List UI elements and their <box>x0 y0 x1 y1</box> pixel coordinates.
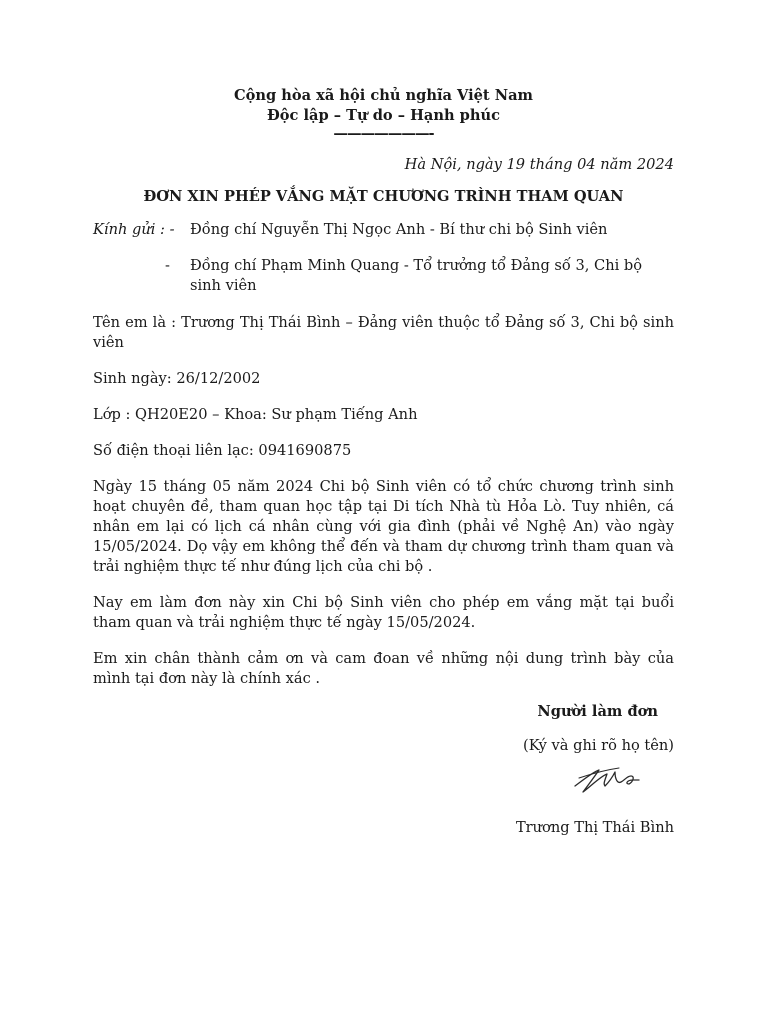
intro-line: Tên em là : Trương Thị Thái Bình – Đảng viên thuộc tổ Đảng số 3, Chi bộ sinh viên <box>93 314 674 351</box>
signer-note: (Ký và ghi rõ họ tên) <box>523 737 674 754</box>
header-rule: ———————- <box>333 125 434 142</box>
phone-line: Số điện thoại liên lạc: 0941690875 <box>93 442 352 459</box>
signer-name: Trương Thị Thái Bình <box>515 819 674 836</box>
recipient-dash: - <box>165 257 170 274</box>
birthdate-line: Sinh ngày: 26/12/2002 <box>93 370 261 387</box>
national-title: Cộng hòa xã hội chủ nghĩa Việt Nam <box>234 87 533 104</box>
recipient-1: Đồng chí Nguyễn Thị Ngọc Anh - Bí thư chi bộ Sinh viên <box>190 221 608 238</box>
recipient-lead: Kính gửi : - <box>93 221 175 238</box>
document-page <box>93 86 674 836</box>
handwritten-signature <box>569 758 641 798</box>
closing-paragraph: Em xin chân thành cảm ơn và cam đoan về những nội dung trình bày của mình tại đơn này là chính xác . <box>93 650 674 687</box>
national-motto: Độc lập – Tự do – Hạnh phúc <box>267 107 500 124</box>
recipient-row-2 <box>93 256 674 296</box>
document-title: ĐƠN XIN PHÉP VẮNG MẶT CHƯƠNG TRÌNH THAM QUAN <box>143 188 624 205</box>
date-line: Hà Nội, ngày 19 tháng 04 năm 2024 <box>404 156 674 173</box>
signer-role <box>93 702 674 722</box>
reason-paragraph: Ngày 15 tháng 05 năm 2024 Chi bộ Sinh viên có tổ chức chương trình sinh hoạt chuyên đề, tham quan học tập tại Di tích Nhà tù Hỏa Lò. Tuy nhiên, cá nhân em lại có lịch cá nhân cùng với gia đình (phải về Nghệ An) vào ngày 15/05/2024. Dọ vậy em không thể đến và tham dự chương trình tham quan và trải nghiệm thực tế như đúng lịch của chi bộ . <box>93 478 674 575</box>
recipient-row-1 <box>93 220 674 240</box>
request-paragraph: Nay em làm đơn này xin Chi bộ Sinh viên cho phép em vắng mặt tại buổi tham quan và trải nghiệm thực tế ngày 15/05/2024. <box>93 594 674 631</box>
recipient-2: Đồng chí Phạm Minh Quang - Tổ trưởng tổ Đảng số 3, Chi bộ sinh viên <box>190 257 643 294</box>
signer-role-text: Người làm đơn <box>537 703 658 720</box>
class-line: Lớp : QH20E20 – Khoa: Sư phạm Tiếng Anh <box>93 406 418 423</box>
